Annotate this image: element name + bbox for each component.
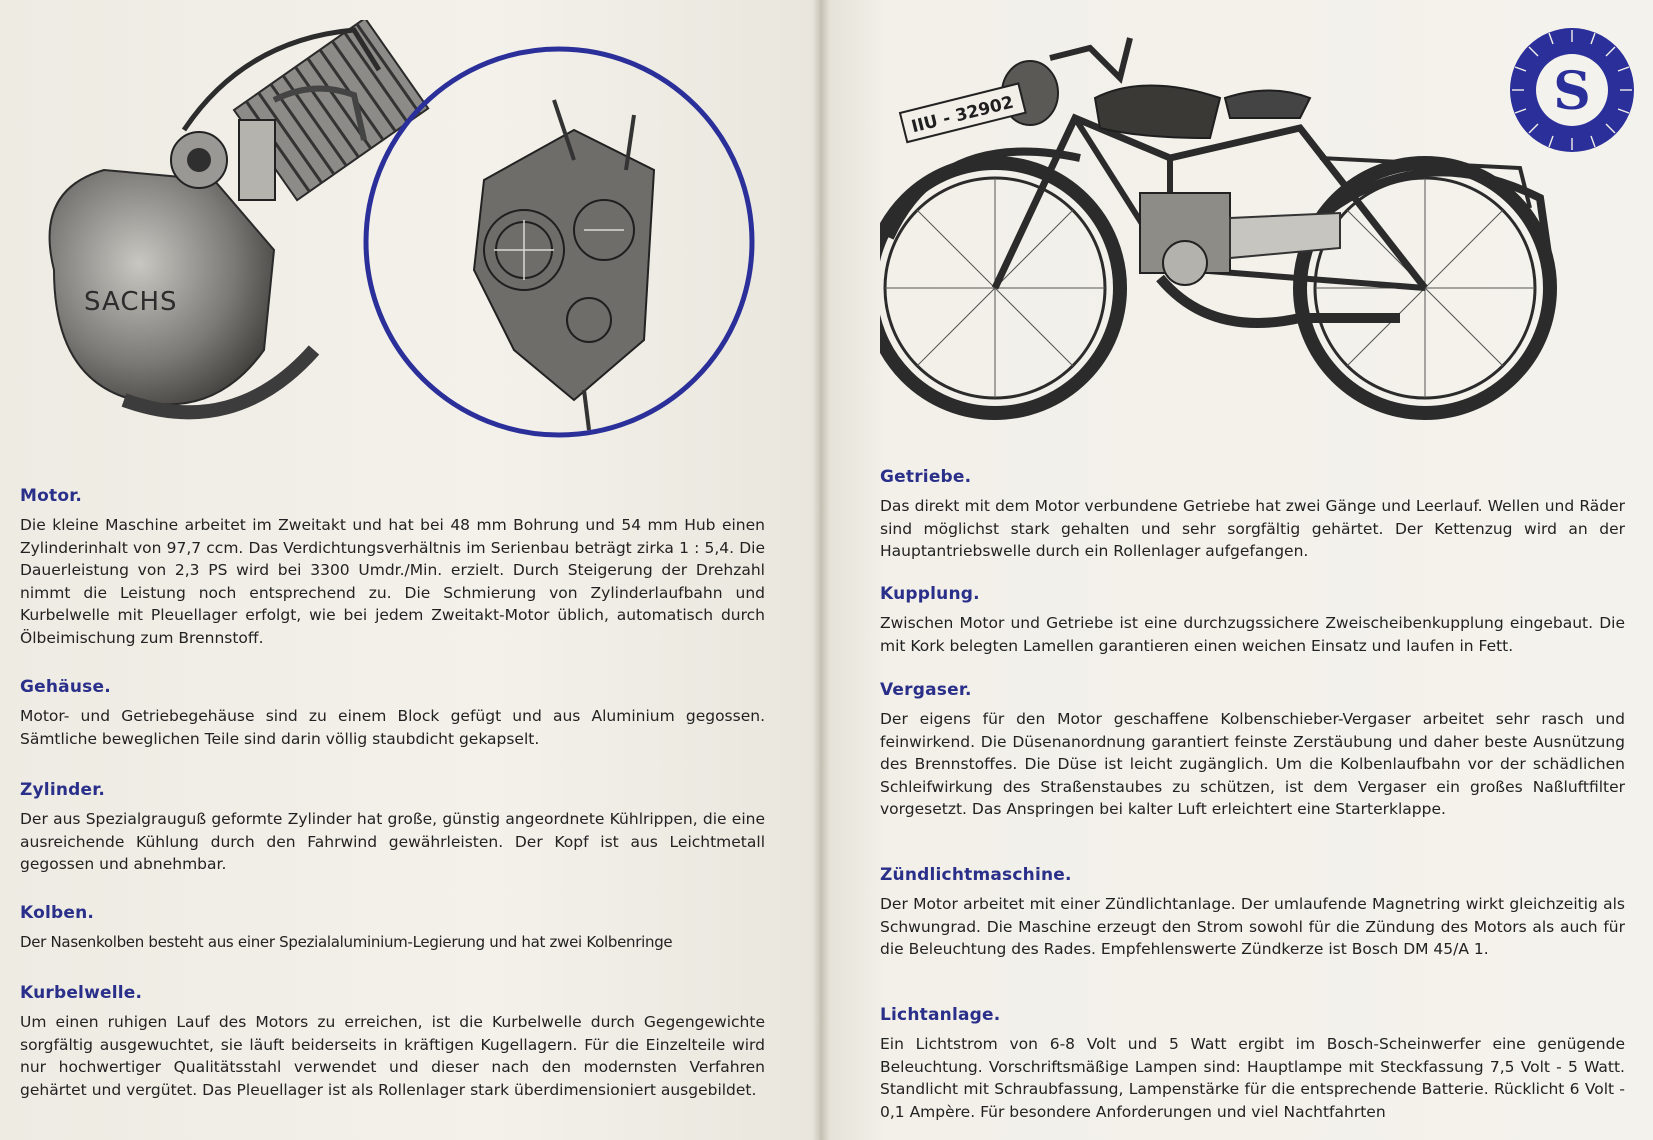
section-title: Lichtanlage. [880,1005,1001,1025]
section-title: Kolben. [20,903,95,923]
page-fold [812,0,830,1140]
section-title: Motor. [20,486,83,506]
section-vergaser [880,680,1625,821]
section-text: Der Nasenkolben besteht aus einer Spezialaluminium-Legierung und hat zwei Kolbenringe [20,933,673,951]
section-text: Ein Lichtstrom von 6-8 Volt und 5 Watt ergibt im Bosch-Scheinwerfer eine genügende Beleuchtung. Vorschriftsmäßige Lampen sind: Hauptlampe mit Steckfassung 7,5 Volt - 5 Watt. Standlicht mit Schraubfassung, Lampenstärke für die entsprechende Batterie. Rücklicht 6 Volt - 0,1 Ampère. Für besondere Anforderungen und viel Nachtfahrten [880,1035,1625,1121]
section-kupplung [880,584,1625,657]
sachs-logo [1508,26,1636,154]
section-kolben [20,903,765,954]
section-getriebe [880,467,1625,563]
section-text: Motor- und Getriebegehäuse sind zu einem Block gefügt und aus Aluminium gegossen. Sämtliche beweglichen Teile sind darin völlig staubdicht gekapselt. [20,707,765,748]
section-zuendlichtmaschine [880,865,1625,961]
section-text: Die kleine Maschine arbeitet im Zweitakt und hat bei 48 mm Bohrung und 54 mm Hub einen Zylinderinhalt von 97,7 ccm. Das Verdichtungsverhältnis im Serienbau beträgt zirka 1 : 5,4. Die Dauerleistung von 2,3 PS wird bei 3300 Umdr./Min. erzielt. Durch Steigerung der Drehzahl nimmt die Leistung noch entsprechend zu. Die Schmierung von Zylinderlaufbahn und Kurbelwelle mit Pleuellager erfolgt, wie bei jedem Zweitakt-Motor üblich, automatisch durch Ölbeimischung zum Brennstoff. [20,516,765,647]
section-text: Zwischen Motor und Getriebe ist eine durchzugssichere Zweischeibenkupplung eingebaut. Die mit Kork belegten Lamellen garantieren einen weichen Einsatz und laufen in Fett. [880,614,1625,655]
license-plate-text: IIU - 32902 [909,92,1016,138]
section-gehaeuse [20,677,765,750]
section-zylinder [20,780,765,876]
section-title: Vergaser. [880,680,972,700]
section-text: Der Motor arbeitet mit einer Zündlichtanlage. Der umlaufende Magnetring wirkt gleichzeitig als Schwungrad. Die Maschine erzeugt den Strom sowohl für die Zündung des Motors als auch für die Beleuchtung des Rades. Empfehlenswerte Zündkerze ist Bosch DM 45/A 1. [880,895,1625,958]
section-title: Zylinder. [20,780,106,800]
section-text: Der eigens für den Motor geschaffene Kolbenschieber-Vergaser arbeitet sehr rasch und feinwirkend. Die Düsenanordnung garantiert feinste Zerstäubung und daher beste Ausnützung des Brennstoffes. Die Düse ist leicht zugänglich. Um die Kolbenlaufbahn vor der schädlichen Schleifwirkung des Straßenstaubes zu schützen, ist dem Vergaser ein großes Naßluftfilter vorgesetzt. Das Anspringen bei kalter Luft erleichtert eine Starterklappe. [880,710,1625,818]
section-motor [20,486,765,649]
section-title: Gehäuse. [20,677,111,697]
section-text: Um einen ruhigen Lauf des Motors zu erreichen, ist die Kurbelwelle durch Gegengewichte sorgfältig ausgewuchtet, sie läuft beiderseits in kräftigen Kugellagern. Für die Einzelteile wird nur hochwertiger Qualitätsstahl verwendet und dieser nach den modernsten Verfahren gehärtet und vergütet. Das Pleuellager ist als Rollenlager stark überdimensioniert ausgebildet. [20,1013,765,1099]
logo-letter: S [1553,61,1591,122]
section-title: Kurbelwelle. [20,983,143,1003]
section-text: Das direkt mit dem Motor verbundene Getriebe hat zwei Gänge und Leerlauf. Wellen und Räder sind möglichst stark gehalten und sehr sorgfältig gehärtet. Der Kettenzug wird an der Hauptantriebswelle durch ein Rollenlager aufgefangen. [880,497,1625,560]
section-title: Zündlichtmaschine. [880,865,1072,885]
engine-brand-label: SACHS [84,287,178,317]
section-title: Kupplung. [880,584,980,604]
section-title: Getriebe. [880,467,972,487]
section-text: Der aus Spezialgrauguß geformte Zylinder hat große, günstig angeordnete Kühlrippen, die eine ausreichende Kühlung durch den Fahrwind gewährleisten. Der Kopf ist aus Leichtmetall gegossen und abnehmbar. [20,810,765,873]
section-lichtanlage [880,1005,1625,1123]
section-kurbelwelle [20,983,765,1101]
engine-illustration [14,20,804,460]
